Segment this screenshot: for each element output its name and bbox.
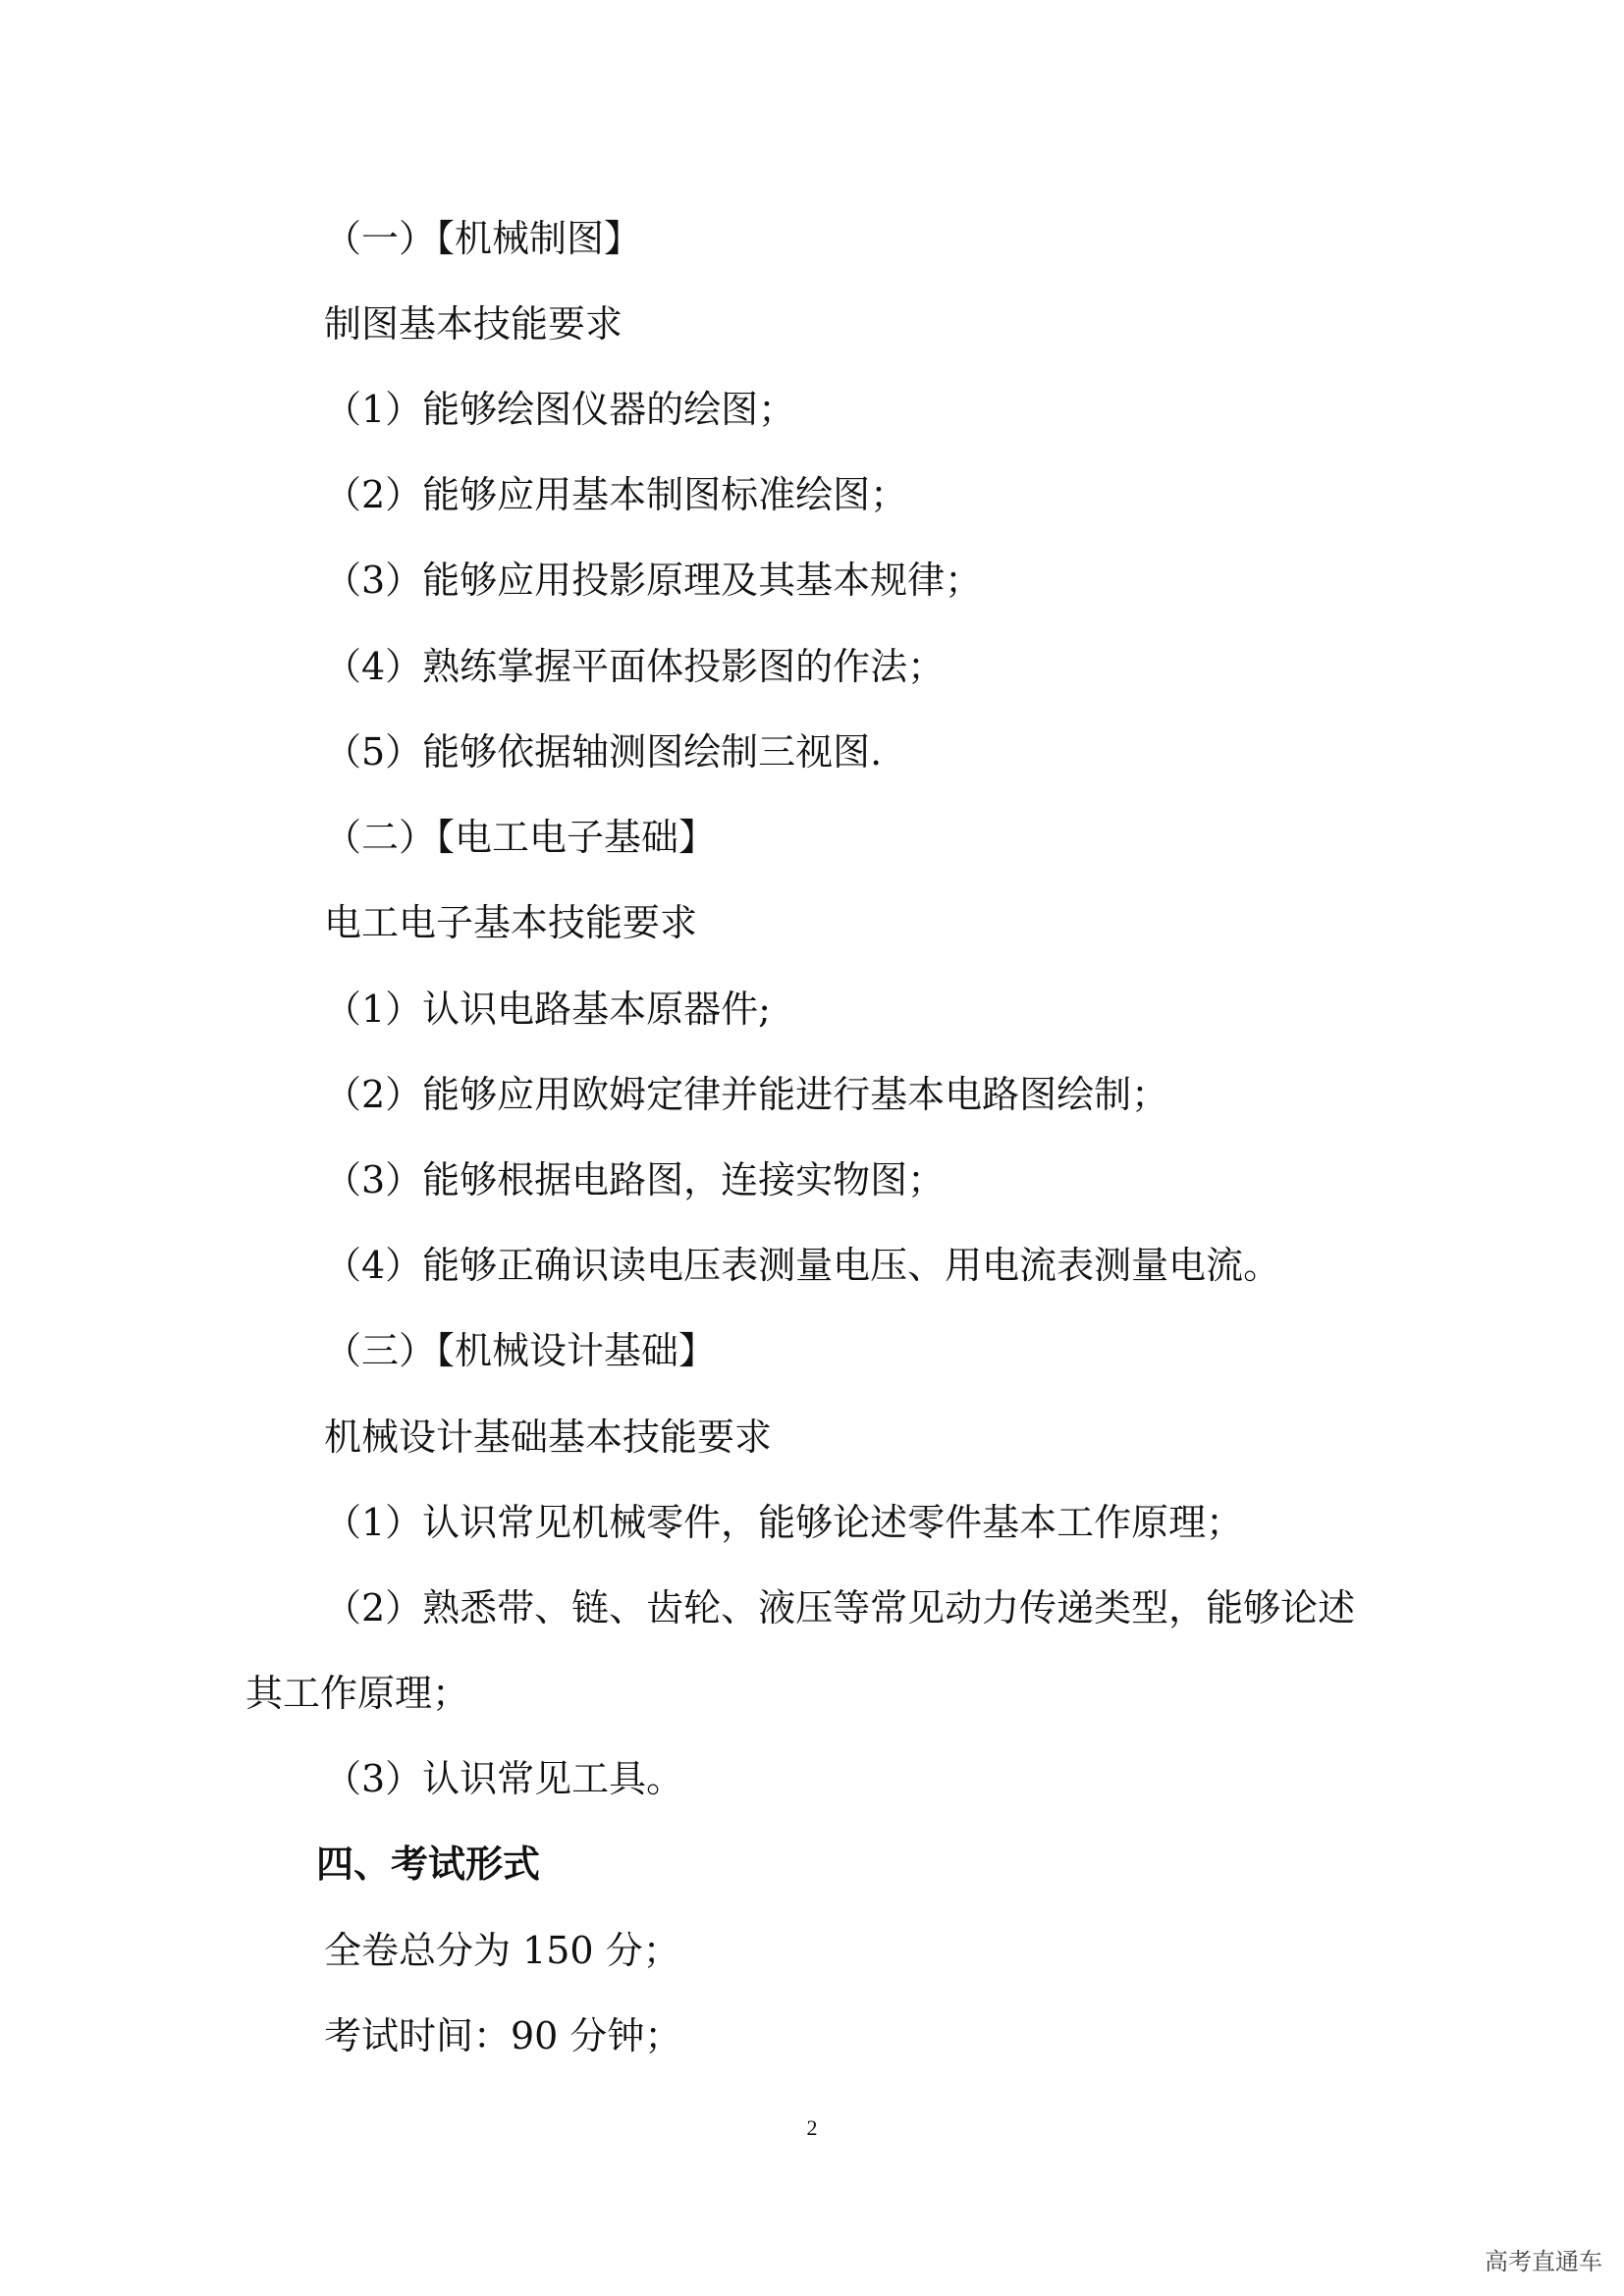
section-3-heading: （三）【机械设计基础】 — [324, 1329, 717, 1372]
section-3-item-1: （1）认识常见机械零件，能够论述零件基本工作原理； — [324, 1501, 1244, 1544]
section-1-item-2: （2）能够应用基本制图标准绘图； — [324, 473, 908, 516]
section-2-subheading: 电工电子基本技能要求 — [324, 901, 698, 944]
section-1-item-3: （3）能够应用投影原理及其基本规律； — [324, 559, 983, 602]
section-2-heading: （二）【电工电子基础】 — [324, 816, 717, 859]
section-1-item-1: （1）能够绘图仪器的绘图； — [324, 388, 796, 431]
exam-total-score: 全卷总分为 150 分； — [324, 1929, 680, 1972]
watermark-text: 高考直通车 — [1485, 2248, 1602, 2275]
section-2-item-1: （1）认识电路基本原器件; — [324, 988, 771, 1031]
section-1-item-4: （4）熟练掌握平面体投影图的作法； — [324, 645, 946, 688]
section-2-item-2: （2）能够应用欧姆定律并能进行基本电路图绘制； — [324, 1073, 1169, 1116]
exam-duration: 考试时间：90 分钟； — [324, 2014, 682, 2057]
section-3-item-3: （3）认识常见工具。 — [324, 1757, 684, 1800]
section-1-item-5: （5）能够依据轴测图绘制三视图. — [324, 730, 883, 774]
section-3-subheading: 机械设计基础基本技能要求 — [324, 1415, 773, 1459]
section-2-item-4: （4）能够正确识读电压表测量电压、用电流表测量电流。 — [324, 1244, 1281, 1287]
section-3-item-2-continued: 其工作原理； — [245, 1672, 470, 1715]
section-1-heading: （一）【机械制图】 — [324, 217, 642, 260]
exam-format-heading: 四、考试形式 — [316, 1842, 541, 1886]
section-2-item-3: （3）能够根据电路图，连接实物图； — [324, 1158, 946, 1201]
section-1-subheading: 制图基本技能要求 — [324, 302, 623, 346]
page-number: 2 — [806, 2115, 818, 2140]
section-3-item-2: （2）熟悉带、链、齿轮、液压等常见动力传递类型，能够论述 — [324, 1586, 1356, 1629]
